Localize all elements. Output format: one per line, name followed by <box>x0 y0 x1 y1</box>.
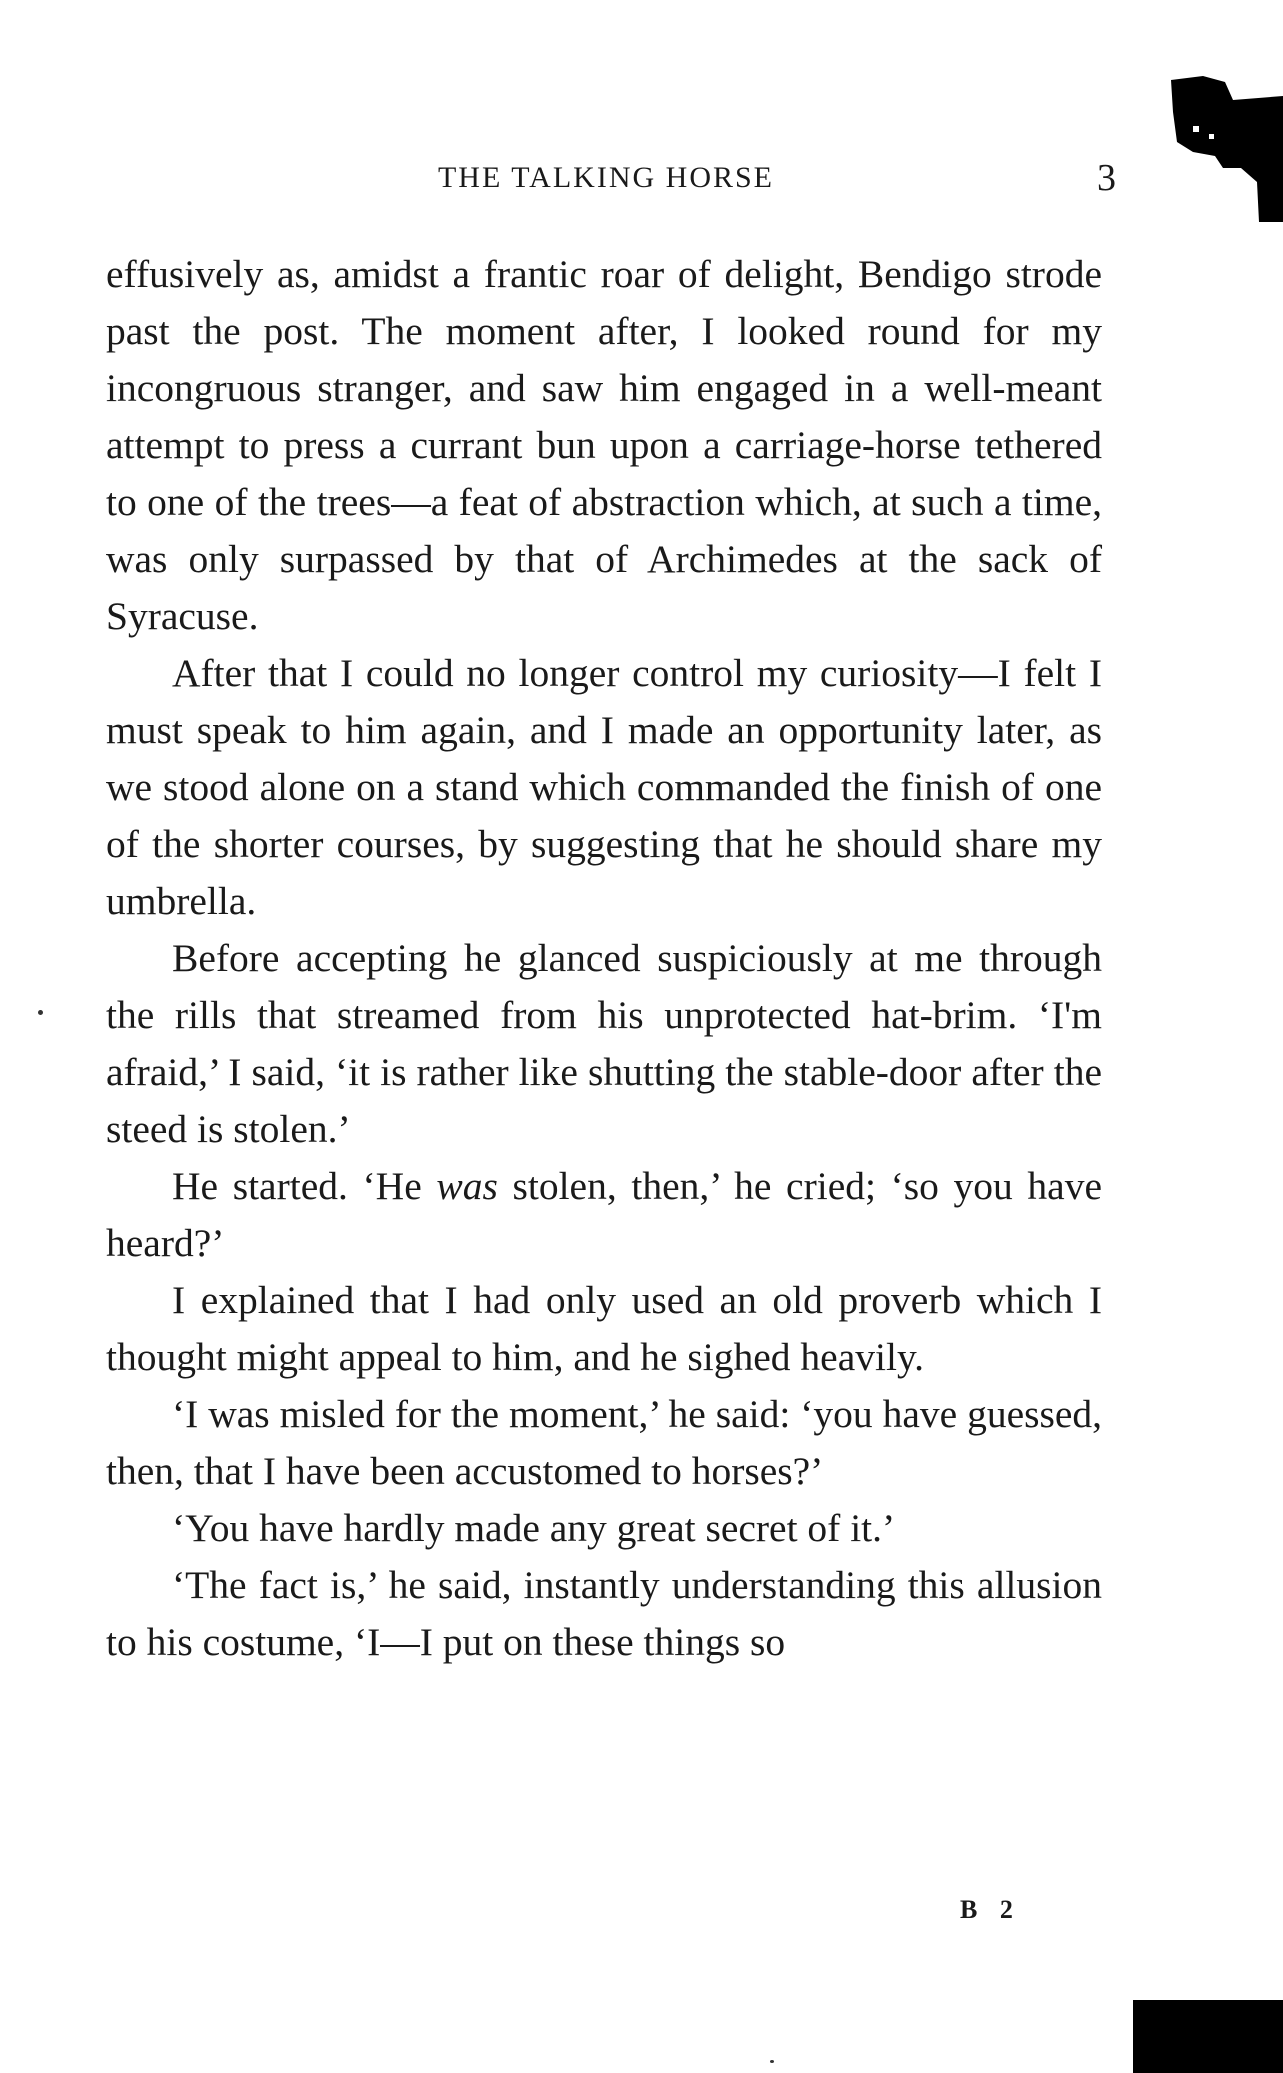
paragraph-3: Before accepting he glanced suspiciously at me through the rills that streamed from his unprotected hat-brim. ‘I'm afraid,’ I said, ‘it is rather like shutting the stable-door after the steed is stolen.’ <box>106 936 1102 1151</box>
paragraph-1: effusively as, amidst a frantic roar of delight, Bendigo strode past the post. The moment after, I looked round for my incongruous stranger, and saw him engaged in a well-meant attempt to press a currant bun upon a carriage-horse tethered to one of the trees—a feat of abstraction which, at such a time, was only surpassed by that of Archimedes at the sack of Syracuse. <box>106 252 1102 638</box>
stray-dot-bottom <box>770 2060 774 2063</box>
paragraph-8: ‘The fact is,’ he said, instantly understanding this allusion to his costume, ‘I—I put on these things so <box>106 1563 1102 1664</box>
paragraph-7: ‘You have hardly made any great secret of it.’ <box>172 1506 896 1550</box>
running-head <box>106 157 1116 199</box>
paragraph-4-emphasis: was <box>436 1164 498 1208</box>
page-number: 3 <box>1097 157 1116 199</box>
body-text <box>106 246 1102 1671</box>
paragraph-4-after: stolen, then,’ he cried; ‘so you have heard?’ <box>106 1164 1102 1265</box>
paragraph-2: After that I could no longer control my curiosity—I felt I must speak to him again, and I made an opportunity later, as we stood alone on a stand which commanded the finish of one of the shorter courses, by suggesting that he should share my umbrella. <box>106 651 1102 923</box>
stray-dot-left <box>38 1010 43 1015</box>
scan-edge-mark-bottom <box>1133 2000 1283 2073</box>
scan-edge-mark-top <box>1163 72 1283 222</box>
paragraph-6: ‘I was misled for the moment,’ he said: ‘you have guessed, then, that I have been accustomed to horses?’ <box>106 1392 1102 1493</box>
paragraph-5: I explained that I had only used an old proverb which I thought might appeal to him, and he sighed heavily. <box>106 1278 1102 1379</box>
signature-mark: B 2 <box>960 1895 1021 1924</box>
running-title: THE TALKING HORSE <box>437 161 775 194</box>
paragraph-4-before: He started. ‘He <box>172 1164 437 1208</box>
paragraph-4 <box>106 1158 1102 1272</box>
